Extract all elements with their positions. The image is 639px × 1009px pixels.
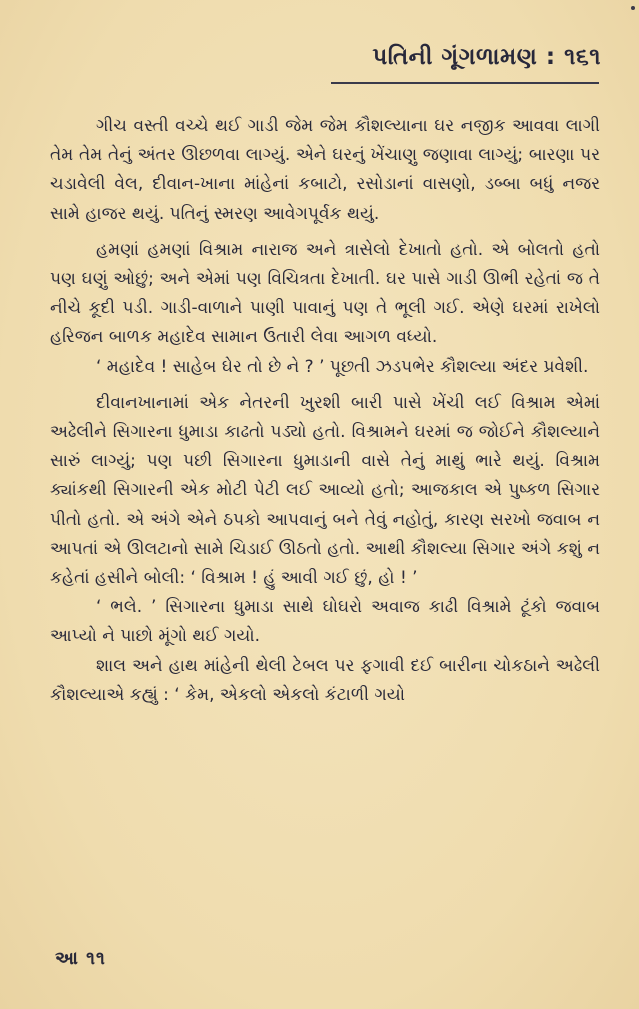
corner-dot: [631, 6, 635, 10]
paragraph-2: હમણાં હમણાં વિશ્રામ નારાજ અને ત્રાસેલો દેખાતો હતો. એ બોલતો હતો પણ ઘણું ઓછું; અને એમાં પણ વિચિત્રતા દેખાતી. ઘર પાસે ગાડી ઊભી રહેતાં જ તે નીચે કૂદી પડી. ગાડી-વાળાને પાણી પાવાનું પણ તે ભૂલી ગઈ. એણે ઘરમાં રાખેલો હરિજન બાળક મહાદેવ સામાન ઉતારી લેવા આગળ વધ્યો.: [50, 239, 600, 348]
running-head-underline: [331, 82, 599, 84]
body-text: [50, 112, 600, 710]
running-head: પતિની ગૂંગળામણ : ૧૬૧: [372, 44, 601, 70]
paragraph-3: ‘ મહાદેવ ! સાહેબ ઘેર તો છે ને ? ’ પૂછતી ઝડપભેર કૌશલ્યા અંદર પ્રવેશી.: [96, 356, 589, 377]
signature-mark: આ ૧૧: [55, 948, 106, 969]
paragraph-6: શાલ અને હાથ માંહેની થેલી ટેબલ પર ફગાવી દઈ બારીના ચોકઠાને અઢેલી કૌશલ્યાએ કહ્યું : ‘ કેમ, એકલો એકલો કંટાળી ગયો: [50, 655, 600, 705]
paragraph-5: ‘ ભલે. ’ સિગારના ધુમાડા સાથે ઘોઘરો અવાજ કાઢી વિશ્રામે ટૂંકો જવાબ આપ્યો ને પાછો મૂંગો થઈ ગયો.: [50, 597, 600, 647]
paragraph-1: ગીચ વસ્તી વચ્ચે થઈ ગાડી જેમ જેમ કૌશલ્યાના ઘર નજીક આવવા લાગી તેમ તેમ તેનું અંતર ઊછળવા લાગ્યું. એને ઘરનું ખેંચાણુ જણાવા લાગ્યું; બારણા પર ચડાવેલી વેલ, દીવાન-ખાના માંહેનાં કબાટો, રસોડાનાં વાસણો, ડબ્બા બધું નજર સામે હાજર થયું. પતિનું સ્મરણ આવેગપૂર્વક થયું.: [50, 116, 600, 224]
paragraph-4: દીવાનખાનામાં એક નેતરની ખુરશી બારી પાસે ખેંચી લઈ વિશ્રામ એમાં અઢેલીને સિગારના ધુમાડા કાઢતો પડ્યો હતો. વિશ્રામને ઘરમાં જ જોઈને કૌશલ્યાને સારું લાગ્યું; પણ પછી સિગારના ધુમાડાની વાસે તેનું માથું ભારે થયું. વિશ્રામ ક્યાંકથી સિગારની એક મોટી પેટી લઈ આવ્યો હતો; આજકાલ એ પુષ્કળ સિગાર પીતો હતો. એ અંગે એને ઠપકો આપવાનું બને તેવું નહોતું, કારણ સરખો જવાબ ન આપતાં એ ઊલટાનો સામે ચિડાઈ ઊઠતો હતો. આથી કૌશલ્યા સિગાર અંગે કશું ન કહેતાં હસીને બોલી: ‘ વિશ્રામ ! હું આવી ગઈ છું, હો ! ’: [50, 392, 600, 589]
